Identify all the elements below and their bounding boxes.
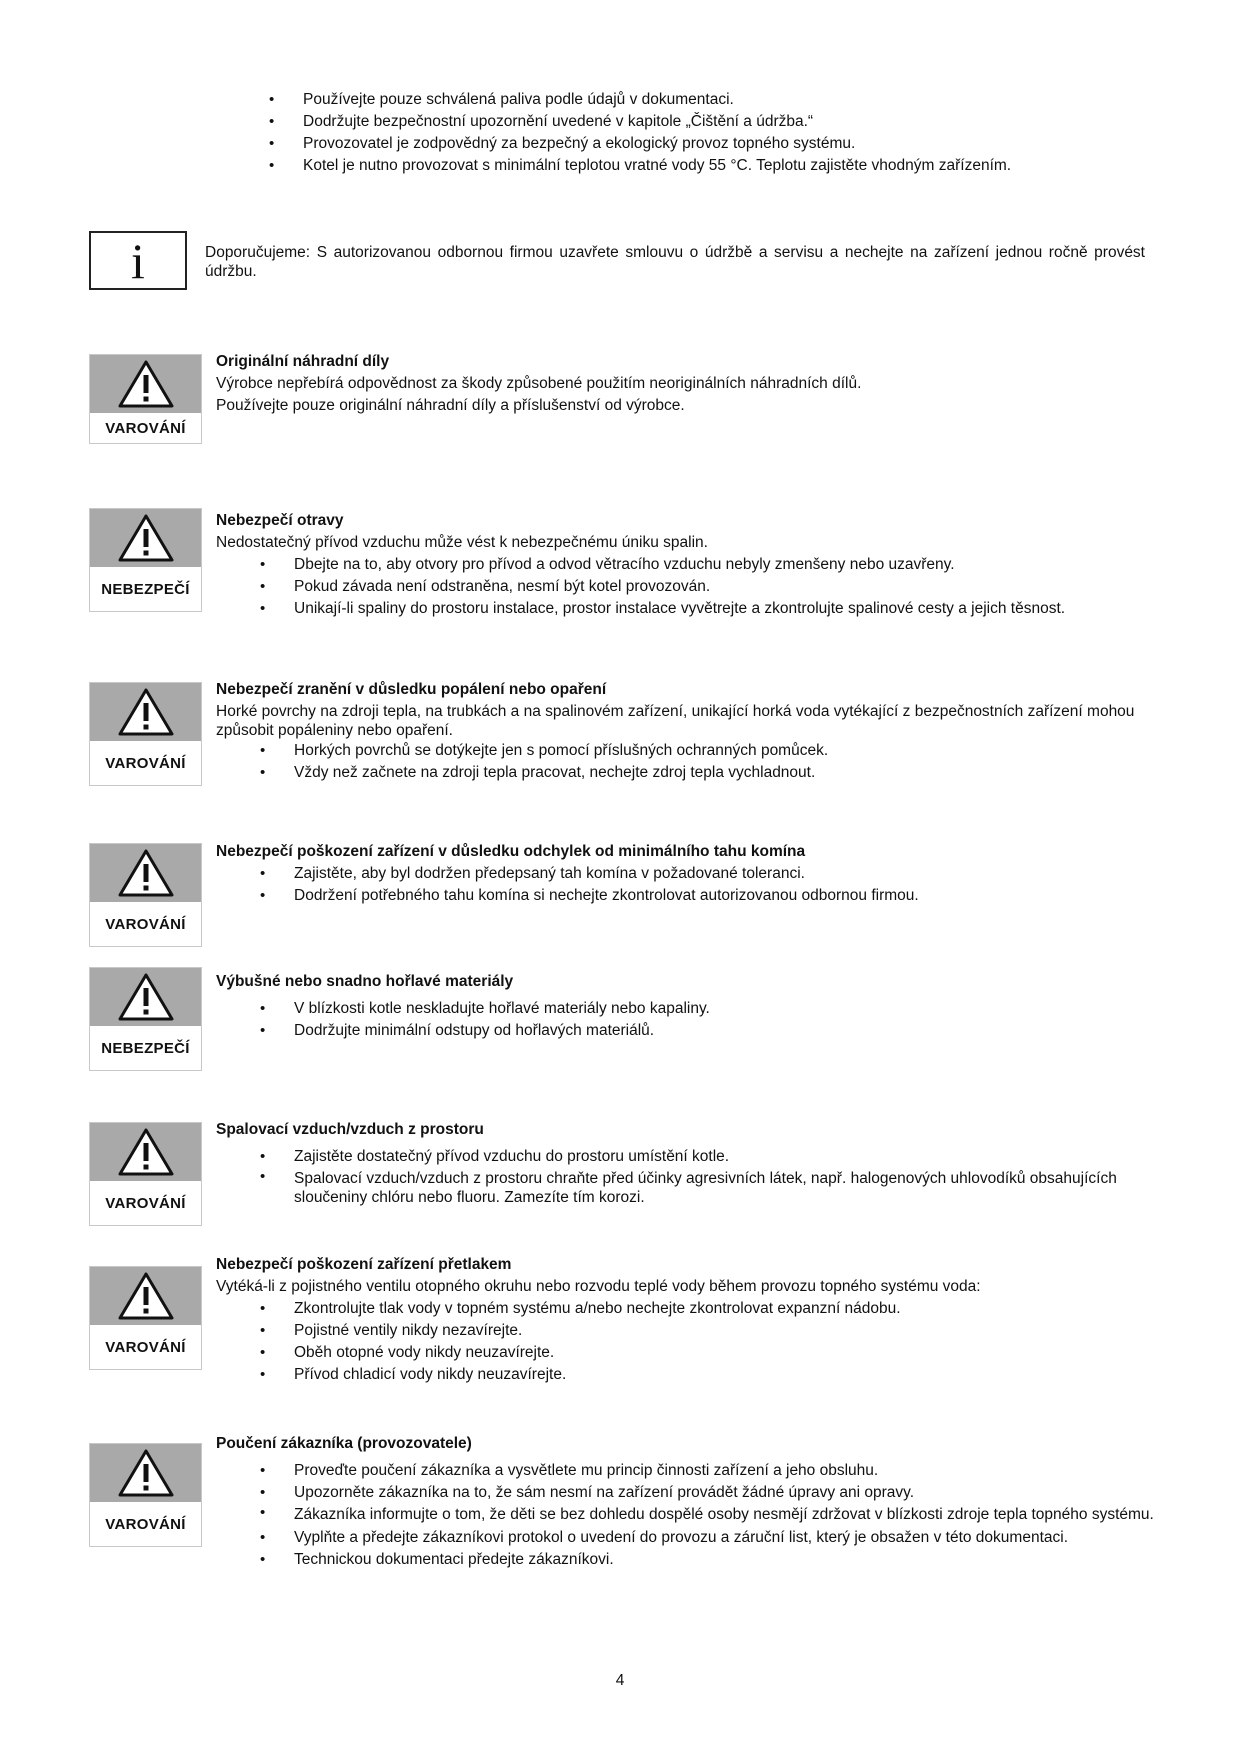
list-item: • Proveďte poučení zákazníka a vysvětlete mu princip činnosti zařízení a jeho obsluhu. — [294, 1460, 1161, 1482]
section-bullet-list — [294, 1146, 1161, 1209]
section-burns — [216, 679, 1161, 784]
warning-label: VAROVÁNÍ — [105, 1194, 186, 1212]
list-item: • V blízkosti kotle neskladujte hořlavé materiály nebo kapaliny. — [294, 998, 1161, 1020]
warning-badge — [89, 1122, 202, 1226]
section-paragraph: Horké povrchy na zdroji tepla, na trubkách a na spalinovém zařízení, unikající horká voda vytékající z bezpečnostních zařízení mohou způsobit popáleniny nebo opaření. — [216, 703, 1135, 739]
list-item: • Pojistné ventily nikdy nezavírejte. — [294, 1320, 1161, 1342]
section-title: Výbušné nebo snadno hořlavé materiály — [216, 973, 514, 990]
list-item: • Dodržujte bezpečnostní upozornění uvedené v kapitole „Čištění a údržba.“ — [303, 111, 1163, 133]
warning-triangle-icon — [90, 968, 201, 1026]
list-item: • Dodržení potřebného tahu komína si nechejte zkontrolovat autorizovanou odbornou firmou. — [294, 885, 1161, 907]
warning-triangle-icon — [90, 844, 201, 902]
list-item: • Technickou dokumentaci předejte zákazníkovi. — [294, 1549, 1161, 1571]
section-poisoning — [216, 510, 1161, 620]
danger-label: NEBEZPEČÍ — [101, 1039, 190, 1057]
list-item: • Zajistěte, aby byl dodržen předepsaný tah komína v požadované toleranci. — [294, 863, 1161, 885]
warning-badge — [89, 967, 202, 1071]
warning-label: VAROVÁNÍ — [105, 419, 186, 437]
section-title: Nebezpečí poškození zařízení přetlakem — [216, 1256, 512, 1273]
danger-label: NEBEZPEČÍ — [101, 580, 190, 598]
section-bullet-list — [294, 554, 1161, 620]
section-title: Nebezpečí poškození zařízení v důsledku odchylek od minimálního tahu komína — [216, 843, 806, 860]
info-icon — [89, 231, 187, 290]
warning-label: VAROVÁNÍ — [105, 1515, 186, 1533]
page-number: 4 — [615, 1672, 625, 1689]
list-item: • Spalovací vzduch/vzduch z prostoru chraňte před účinky agresivních látek, např. halogenových uhlovodíků obsahujících sloučeniny chlóru nebo fluoru. Zamezíte tím korozi. — [294, 1168, 1161, 1209]
list-item: • Dodržujte minimální odstupy od hořlavých materiálů. — [294, 1020, 1161, 1042]
section-title: Originální náhradní díly — [216, 353, 390, 370]
warning-badge — [89, 354, 202, 444]
list-item: • Dbejte na to, aby otvory pro přívod a odvod větracího vzduchu nebyly zmenšeny nebo uzavřeny. — [294, 554, 1161, 576]
section-bullet-list — [294, 863, 1161, 907]
section-title: Spalovací vzduch/vzduch z prostoru — [216, 1121, 484, 1138]
warning-badge — [89, 682, 202, 786]
warning-label: VAROVÁNÍ — [105, 1338, 186, 1356]
section-paragraph: Vytéká-li z pojistného ventilu otopného okruhu nebo rozvodu teplé vody během provozu topného systému voda: — [216, 1278, 981, 1295]
list-item: • Pokud závada není odstraněna, nesmí být kotel provozován. — [294, 576, 1161, 598]
section-title: Nebezpečí otravy — [216, 512, 344, 529]
section-bullet-list — [294, 1460, 1161, 1571]
list-item: • Horkých povrchů se dotýkejte jen s pomocí příslušných ochranných pomůcek. — [294, 740, 1161, 762]
list-item: • Vyplňte a předejte zákazníkovi protokol o uvedení do provozu a záruční list, který je obsažen v této dokumentaci. — [294, 1527, 1161, 1549]
list-item: • Zkontrolujte tlak vody v topném systému a/nebo nechejte zkontrolovat expanzní nádobu. — [294, 1298, 1161, 1320]
section-bullet-list — [294, 740, 1161, 784]
section-paragraph: Používejte pouze originální náhradní díly a příslušenství od výrobce. — [216, 397, 685, 414]
info-note: Doporučujeme: S autorizovanou odbornou firmou uzavřete smlouvu o údržbě a servisu a nechejte na zařízení jednou ročně provést údržbu. — [205, 244, 1145, 280]
section-customer-instruction — [216, 1433, 1161, 1571]
top-bullet-list — [303, 89, 1163, 177]
list-item: • Přívod chladicí vody nikdy neuzavírejte. — [294, 1364, 1161, 1386]
list-item: • Zákazníka informujte o tom, že děti se bez dohledu dospělé osoby nesmějí zdržovat v blízkosti zdroje tepla topného systému. — [294, 1504, 1161, 1527]
warning-triangle-icon — [90, 509, 201, 567]
warning-badge — [89, 1443, 202, 1547]
section-bullet-list — [294, 1298, 1161, 1386]
list-item: • Zajistěte dostatečný přívod vzduchu do prostoru umístění kotle. — [294, 1146, 1161, 1168]
section-combustion-air — [216, 1119, 1161, 1209]
list-item: • Unikají-li spaliny do prostoru instalace, prostor instalace vyvětrejte a zkontrolujte spalinové cesty a jejich těsnost. — [294, 598, 1161, 620]
warning-label: VAROVÁNÍ — [105, 915, 186, 933]
list-item: • Vždy než začnete na zdroji tepla pracovat, nechejte zdroj tepla vychladnout. — [294, 762, 1161, 784]
warning-badge — [89, 1266, 202, 1370]
section-overpressure — [216, 1254, 1161, 1386]
list-item: • Oběh otopné vody nikdy neuzavírejte. — [294, 1342, 1161, 1364]
warning-triangle-icon — [90, 1444, 201, 1502]
section-original-parts — [216, 351, 1161, 417]
section-flammable — [216, 971, 1161, 1042]
warning-label: VAROVÁNÍ — [105, 754, 186, 772]
section-bullet-list — [294, 998, 1161, 1042]
warning-triangle-icon — [90, 355, 201, 413]
warning-triangle-icon — [90, 683, 201, 741]
list-item: • Používejte pouze schválená paliva podle údajů v dokumentaci. — [303, 89, 1163, 111]
list-item: • Provozovatel je zodpovědný za bezpečný a ekologický provoz topného systému. — [303, 133, 1163, 155]
section-title: Nebezpečí zranění v důsledku popálení nebo opaření — [216, 681, 607, 698]
section-paragraph: Nedostatečný přívod vzduchu může vést k nebezpečnému úniku spalin. — [216, 534, 708, 551]
list-item: • Kotel je nutno provozovat s minimální teplotou vratné vody 55 °C. Teplotu zajistěte vhodným zařízením. — [303, 155, 1163, 177]
section-chimney-draft — [216, 841, 1161, 907]
list-item: • Upozorněte zákazníka na to, že sám nesmí na zařízení provádět žádné úpravy ani opravy. — [294, 1482, 1161, 1504]
section-title: Poučení zákazníka (provozovatele) — [216, 1435, 472, 1452]
warning-triangle-icon — [90, 1123, 201, 1181]
section-paragraph: Výrobce nepřebírá odpovědnost za škody způsobené použitím neoriginálních náhradních dílů. — [216, 375, 862, 392]
info-glyph: i — [131, 233, 145, 289]
warning-triangle-icon — [90, 1267, 201, 1325]
warning-badge — [89, 508, 202, 612]
warning-badge — [89, 843, 202, 947]
